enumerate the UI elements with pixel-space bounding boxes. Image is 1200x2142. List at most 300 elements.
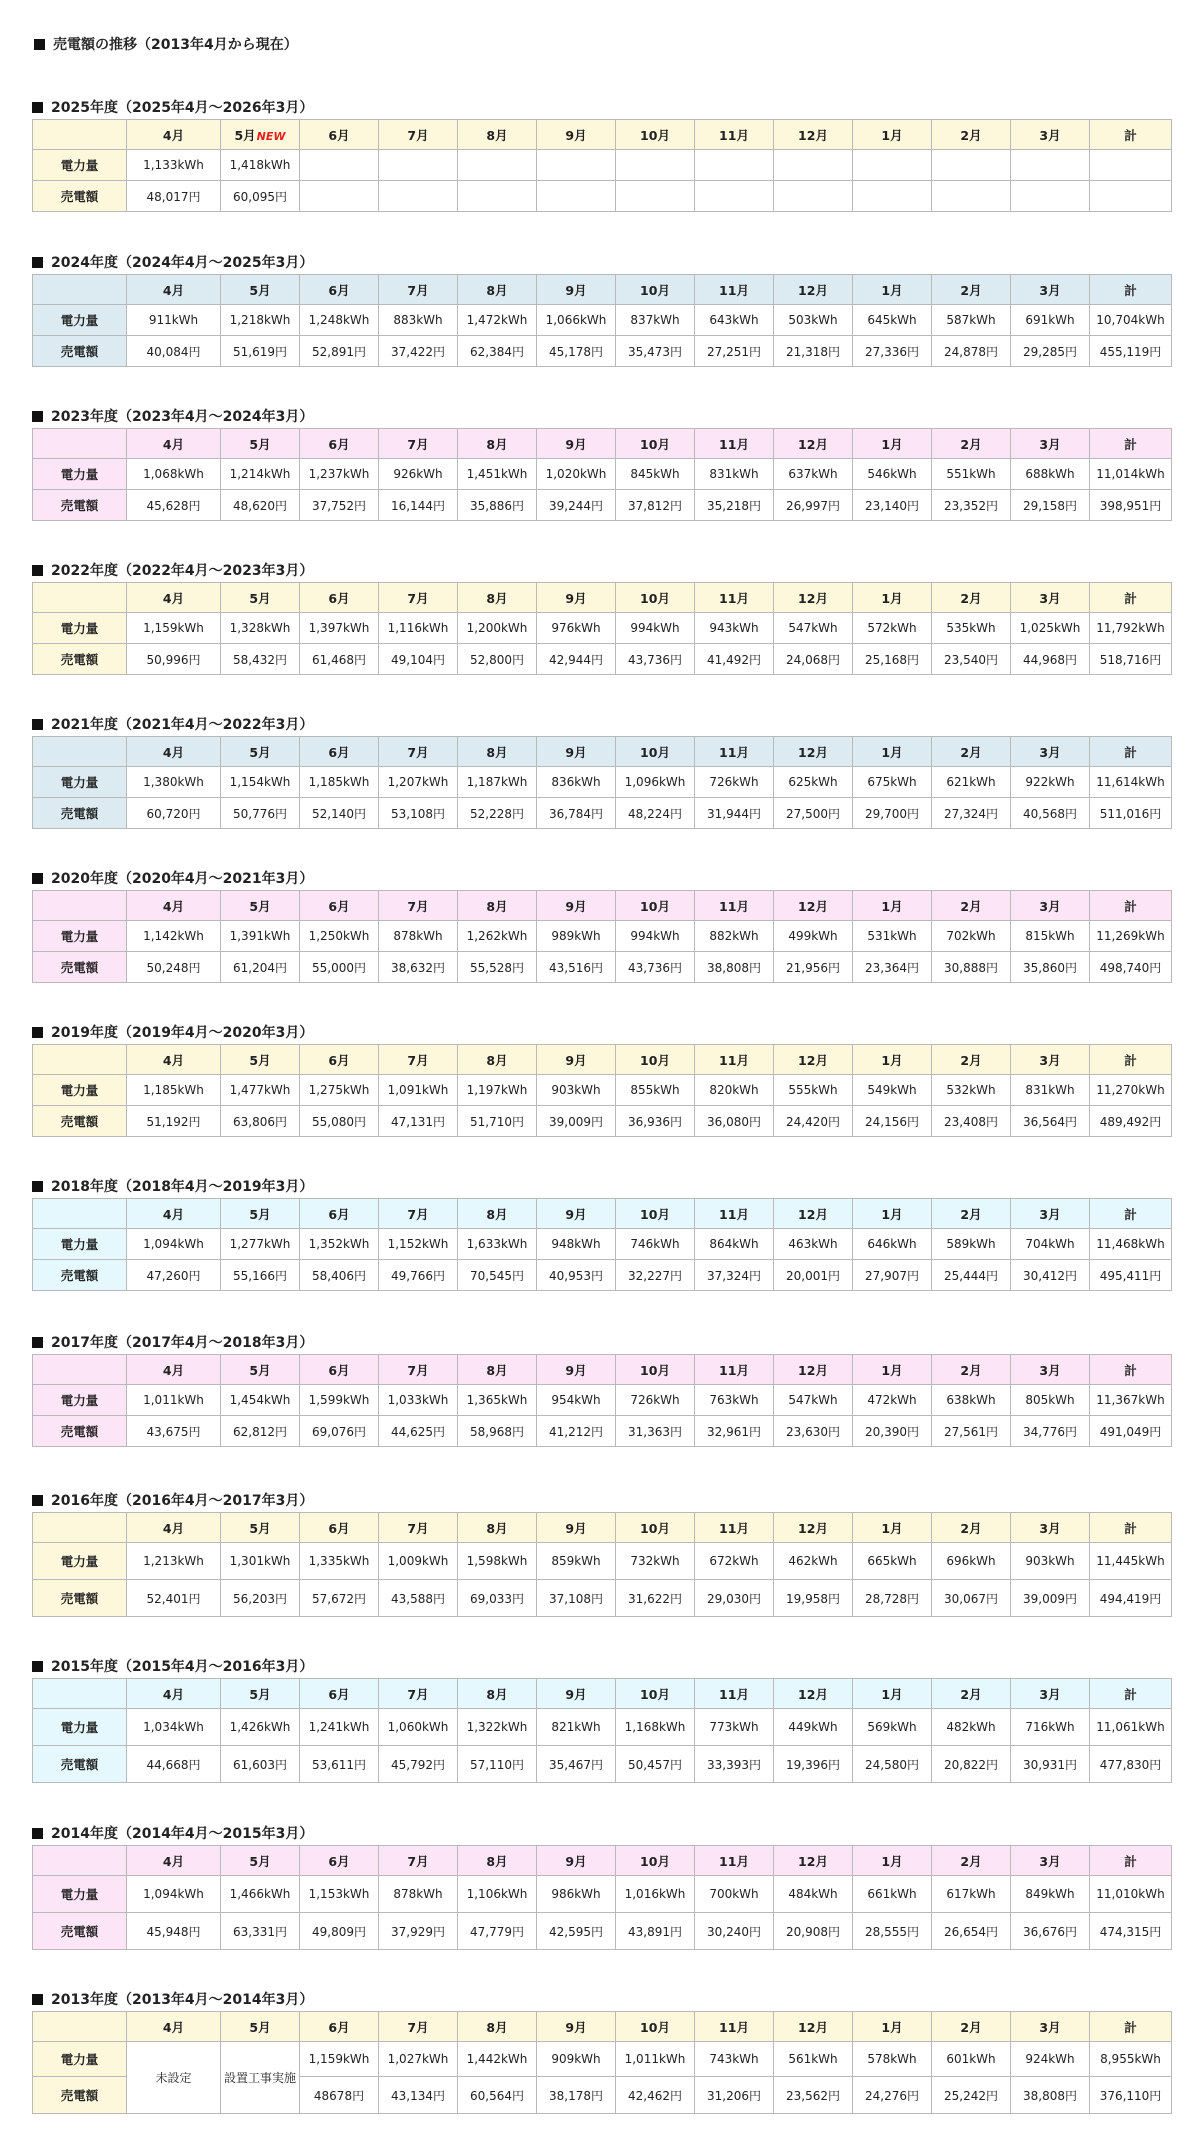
revenue-cell [774,181,853,212]
revenue-cell: 57,110円 [458,1746,537,1783]
energy-cell: 986kWh [537,1876,616,1913]
month-header: 3月 [1011,2012,1090,2042]
month-header: 5月 [221,891,300,921]
square-bullet-icon [32,411,43,422]
revenue-cell: 37,422円 [379,336,458,367]
revenue-row [33,490,1172,521]
month-header: 7月 [379,275,458,305]
revenue-table [32,582,1172,675]
energy-row [33,1543,1172,1580]
energy-cell [1011,150,1090,181]
energy-cell: 625kWh [774,767,853,798]
merged-note-cell: 未設定 [127,2042,221,2114]
month-header: 12月 [774,275,853,305]
energy-label: 電力量 [33,921,127,952]
energy-cell: 1,322kWh [458,1709,537,1746]
energy-cell: 546kWh [853,459,932,490]
month-header: 7月 [379,1513,458,1543]
revenue-cell: 30,888円 [932,952,1011,983]
year-title: 2016年度（2016年4月～2017年3月） [32,1490,1171,1512]
energy-cell: 1,418kWh [221,150,300,181]
energy-cell: 621kWh [932,767,1011,798]
month-header: 4月 [127,1045,221,1075]
corner-cell [33,120,127,150]
revenue-cell [1090,181,1172,212]
month-header: 11月 [695,737,774,767]
revenue-cell: 43,891円 [616,1913,695,1950]
energy-cell: 1,598kWh [458,1543,537,1580]
energy-cell: 845kWh [616,459,695,490]
year-section [32,252,1171,367]
energy-cell: 11,468kWh [1090,1229,1172,1260]
energy-cell: 1,442kWh [458,2042,537,2077]
month-header: 9月 [537,2012,616,2042]
month-header: 12月 [774,1846,853,1876]
energy-cell: 859kWh [537,1543,616,1580]
energy-cell: 11,614kWh [1090,767,1172,798]
month-header: 5月 [221,737,300,767]
energy-cell: 1,168kWh [616,1709,695,1746]
energy-cell: 1,116kWh [379,613,458,644]
year-title: 2014年度（2014年4月～2015年3月） [32,1823,1171,1845]
energy-cell: 1,033kWh [379,1385,458,1416]
energy-cell: 831kWh [1011,1075,1090,1106]
revenue-cell: 35,473円 [616,336,695,367]
energy-cell: 1,218kWh [221,305,300,336]
revenue-cell: 43,134円 [379,2077,458,2114]
energy-cell: 549kWh [853,1075,932,1106]
energy-cell: 11,445kWh [1090,1543,1172,1580]
revenue-cell: 60,720円 [127,798,221,829]
header-row [33,275,1172,305]
energy-cell: 1,335kWh [300,1543,379,1580]
revenue-cell: 27,907円 [853,1260,932,1291]
energy-cell: 1,096kWh [616,767,695,798]
energy-cell: 1,451kWh [458,459,537,490]
revenue-cell: 518,716円 [1090,644,1172,675]
revenue-cell: 474,315円 [1090,1913,1172,1950]
square-bullet-icon [32,257,43,268]
revenue-cell: 51,192円 [127,1106,221,1137]
revenue-label: 売電額 [33,336,127,367]
header-row [33,583,1172,613]
year-title: 2023年度（2023年4月～2024年3月） [32,406,1171,428]
month-header: 7月 [379,1679,458,1709]
month-header: 計 [1090,1355,1172,1385]
energy-cell: 637kWh [774,459,853,490]
month-header: 11月 [695,891,774,921]
energy-cell [774,150,853,181]
year-title: 2021年度（2021年4月～2022年3月） [32,714,1171,736]
revenue-cell: 29,158円 [1011,490,1090,521]
revenue-cell [379,181,458,212]
revenue-cell: 40,084円 [127,336,221,367]
month-header: 6月 [300,275,379,305]
month-header: 10月 [616,429,695,459]
energy-cell: 1,011kWh [127,1385,221,1416]
revenue-cell: 24,878円 [932,336,1011,367]
energy-label: 電力量 [33,1385,127,1416]
revenue-table [32,736,1172,829]
month-header: 3月 [1011,891,1090,921]
revenue-cell: 45,792円 [379,1746,458,1783]
revenue-table [32,1845,1172,1950]
revenue-cell: 53,611円 [300,1746,379,1783]
month-header: 計 [1090,1679,1172,1709]
revenue-cell: 31,622円 [616,1580,695,1617]
revenue-row [33,1416,1172,1447]
revenue-row [33,336,1172,367]
energy-cell: 578kWh [853,2042,932,2077]
revenue-cell: 23,140円 [853,490,932,521]
square-bullet-icon [32,1994,43,2005]
revenue-cell: 44,668円 [127,1746,221,1783]
month-header: 4月 [127,275,221,305]
month-header: 10月 [616,1355,695,1385]
corner-cell [33,1045,127,1075]
energy-cell: 815kWh [1011,921,1090,952]
revenue-cell: 23,562円 [774,2077,853,2114]
month-header: 9月 [537,1679,616,1709]
month-header: 4月 [127,1846,221,1876]
energy-cell: 1,020kWh [537,459,616,490]
energy-cell: 1,034kWh [127,1709,221,1746]
month-header: 5月 [221,1045,300,1075]
revenue-label: 売電額 [33,1580,127,1617]
revenue-cell: 43,588円 [379,1580,458,1617]
year-section [32,1490,1171,1617]
month-header: 2月 [932,275,1011,305]
month-header: 11月 [695,429,774,459]
revenue-cell: 36,676円 [1011,1913,1090,1950]
energy-cell: 1,426kWh [221,1709,300,1746]
energy-cell: 1,248kWh [300,305,379,336]
energy-label: 電力量 [33,2042,127,2077]
month-header: 3月 [1011,429,1090,459]
energy-cell: 1,106kWh [458,1876,537,1913]
energy-cell: 1,094kWh [127,1876,221,1913]
month-header: 計 [1090,1846,1172,1876]
revenue-label: 売電額 [33,490,127,521]
month-header: 9月 [537,737,616,767]
revenue-cell: 38,632円 [379,952,458,983]
revenue-cell: 42,595円 [537,1913,616,1950]
revenue-cell: 491,049円 [1090,1416,1172,1447]
month-header: 9月 [537,1513,616,1543]
month-header: 6月 [300,120,379,150]
energy-cell: 1,027kWh [379,2042,458,2077]
energy-cell: 1,142kWh [127,921,221,952]
energy-cell: 449kWh [774,1709,853,1746]
revenue-cell: 29,030円 [695,1580,774,1617]
revenue-cell: 20,390円 [853,1416,932,1447]
month-header: 1月 [853,891,932,921]
energy-label: 電力量 [33,613,127,644]
energy-cell: 1,159kWh [127,613,221,644]
revenue-cell: 52,140円 [300,798,379,829]
month-header: 2月 [932,891,1011,921]
revenue-label: 売電額 [33,1260,127,1291]
revenue-cell: 60,095円 [221,181,300,212]
year-title: 2013年度（2013年4月～2014年3月） [32,1989,1171,2011]
energy-row [33,767,1172,798]
energy-cell: 903kWh [537,1075,616,1106]
energy-cell: 643kWh [695,305,774,336]
revenue-cell: 42,462円 [616,2077,695,2114]
month-header: 11月 [695,1355,774,1385]
month-header: 2月 [932,1199,1011,1229]
month-header: 5月 [221,1513,300,1543]
energy-cell: 1,066kWh [537,305,616,336]
revenue-table [32,1512,1172,1617]
revenue-cell: 63,331円 [221,1913,300,1950]
month-header: 4月 [127,120,221,150]
energy-row [33,459,1172,490]
revenue-cell: 51,710円 [458,1106,537,1137]
month-header: 10月 [616,2012,695,2042]
revenue-cell [300,181,379,212]
revenue-row [33,644,1172,675]
energy-cell: 1,185kWh [300,767,379,798]
energy-cell: 1,380kWh [127,767,221,798]
revenue-cell: 52,228円 [458,798,537,829]
revenue-cell: 56,203円 [221,1580,300,1617]
revenue-cell: 44,968円 [1011,644,1090,675]
year-title: 2015年度（2015年4月～2016年3月） [32,1656,1171,1678]
revenue-cell: 36,564円 [1011,1106,1090,1137]
square-bullet-icon [32,719,43,730]
revenue-cell: 55,080円 [300,1106,379,1137]
revenue-cell: 47,131円 [379,1106,458,1137]
month-header: 12月 [774,1355,853,1385]
corner-cell [33,429,127,459]
month-header: 6月 [300,1199,379,1229]
energy-cell [300,150,379,181]
energy-cell: 948kWh [537,1229,616,1260]
month-header: 5月 [221,1199,300,1229]
month-header: 6月 [300,2012,379,2042]
revenue-cell: 35,860円 [1011,952,1090,983]
energy-cell: 855kWh [616,1075,695,1106]
energy-row [33,921,1172,952]
month-header: 8月 [458,1846,537,1876]
energy-cell: 943kWh [695,613,774,644]
revenue-cell: 43,736円 [616,644,695,675]
revenue-cell: 42,944円 [537,644,616,675]
energy-cell: 1,241kWh [300,1709,379,1746]
month-header: 6月 [300,1846,379,1876]
energy-cell: 11,269kWh [1090,921,1172,952]
month-header: 10月 [616,737,695,767]
revenue-label: 売電額 [33,1416,127,1447]
energy-cell: 837kWh [616,305,695,336]
energy-cell: 726kWh [695,767,774,798]
month-header: 2月 [932,1045,1011,1075]
revenue-cell: 455,119円 [1090,336,1172,367]
energy-row [33,2042,1172,2077]
header-row [33,1679,1172,1709]
revenue-cell: 37,752円 [300,490,379,521]
revenue-cell: 20,001円 [774,1260,853,1291]
month-header: 10月 [616,583,695,613]
revenue-cell: 60,564円 [458,2077,537,2114]
revenue-cell: 58,406円 [300,1260,379,1291]
energy-cell: 665kWh [853,1543,932,1580]
revenue-cell: 52,891円 [300,336,379,367]
square-bullet-icon [32,873,43,884]
month-header: 1月 [853,1513,932,1543]
month-header: 5月 [221,1846,300,1876]
revenue-cell: 53,108円 [379,798,458,829]
revenue-label: 売電額 [33,644,127,675]
revenue-cell: 51,619円 [221,336,300,367]
revenue-table [32,428,1172,521]
revenue-cell: 489,492円 [1090,1106,1172,1137]
revenue-label: 売電額 [33,798,127,829]
revenue-cell: 36,080円 [695,1106,774,1137]
energy-cell: 883kWh [379,305,458,336]
revenue-row [33,1106,1172,1137]
month-header: 4月 [127,1355,221,1385]
revenue-label: 売電額 [33,1106,127,1137]
energy-cell: 1,397kWh [300,613,379,644]
revenue-cell [458,181,537,212]
corner-cell [33,1846,127,1876]
month-header: 計 [1090,120,1172,150]
month-header: 12月 [774,120,853,150]
month-header: 9月 [537,891,616,921]
energy-label: 電力量 [33,150,127,181]
month-header: 3月 [1011,1355,1090,1385]
revenue-cell: 45,628円 [127,490,221,521]
revenue-cell: 58,432円 [221,644,300,675]
month-header: 7月 [379,1846,458,1876]
energy-cell: 831kWh [695,459,774,490]
revenue-label: 売電額 [33,181,127,212]
year-title: 2024年度（2024年4月～2025年3月） [32,252,1171,274]
energy-cell: 484kWh [774,1876,853,1913]
month-header: 5月 [221,583,300,613]
revenue-cell: 37,324円 [695,1260,774,1291]
month-header: 11月 [695,275,774,305]
revenue-cell: 21,956円 [774,952,853,983]
revenue-cell: 48,620円 [221,490,300,521]
year-section [32,1656,1171,1783]
revenue-cell: 62,384円 [458,336,537,367]
month-header: 7月 [379,891,458,921]
corner-cell [33,1199,127,1229]
energy-cell: 672kWh [695,1543,774,1580]
revenue-cell: 40,953円 [537,1260,616,1291]
year-section [32,406,1171,521]
month-header: 9月 [537,1199,616,1229]
month-header: 3月 [1011,583,1090,613]
month-header: 1月 [853,583,932,613]
energy-cell: 1,197kWh [458,1075,537,1106]
revenue-cell: 61,603円 [221,1746,300,1783]
revenue-cell: 498,740円 [1090,952,1172,983]
square-bullet-icon [32,1495,43,1506]
revenue-cell: 50,776円 [221,798,300,829]
square-bullet-icon [32,102,43,113]
revenue-cell: 52,401円 [127,1580,221,1617]
month-header: 12月 [774,737,853,767]
month-header: 11月 [695,1045,774,1075]
energy-cell: 547kWh [774,1385,853,1416]
header-row [33,1045,1172,1075]
corner-cell [33,2012,127,2042]
revenue-cell: 38,808円 [695,952,774,983]
revenue-label: 売電額 [33,2077,127,2114]
energy-cell: 836kWh [537,767,616,798]
energy-cell: 11,061kWh [1090,1709,1172,1746]
month-header: 5月 [221,1679,300,1709]
header-row [33,1355,1172,1385]
revenue-label: 売電額 [33,1746,127,1783]
revenue-cell: 24,580円 [853,1746,932,1783]
month-header: 9月 [537,583,616,613]
energy-cell: 1,094kWh [127,1229,221,1260]
revenue-row [33,1260,1172,1291]
energy-cell: 587kWh [932,305,1011,336]
month-header: 3月 [1011,120,1090,150]
corner-cell [33,275,127,305]
energy-cell: 8,955kWh [1090,2042,1172,2077]
energy-cell: 1,011kWh [616,2042,695,2077]
month-header: 4月 [127,583,221,613]
corner-cell [33,1513,127,1543]
energy-cell: 638kWh [932,1385,1011,1416]
energy-cell [853,150,932,181]
revenue-cell: 48,017円 [127,181,221,212]
month-header: 12月 [774,2012,853,2042]
month-header: 12月 [774,1513,853,1543]
year-section [32,868,1171,983]
month-header: 1月 [853,1199,932,1229]
revenue-row [33,1913,1172,1950]
energy-cell: 911kWh [127,305,221,336]
revenue-cell: 26,654円 [932,1913,1011,1950]
month-header: 10月 [616,1679,695,1709]
month-header: 12月 [774,1199,853,1229]
month-header: 2月 [932,1355,1011,1385]
revenue-table [32,1354,1172,1447]
revenue-cell: 45,178円 [537,336,616,367]
month-header: 11月 [695,120,774,150]
revenue-cell: 30,412円 [1011,1260,1090,1291]
energy-label: 電力量 [33,1075,127,1106]
revenue-cell: 20,822円 [932,1746,1011,1783]
month-header: 2月 [932,120,1011,150]
month-header: 10月 [616,1045,695,1075]
revenue-cell: 19,958円 [774,1580,853,1617]
revenue-cell: 23,540円 [932,644,1011,675]
energy-cell: 1,025kWh [1011,613,1090,644]
energy-cell: 572kWh [853,613,932,644]
revenue-cell: 61,468円 [300,644,379,675]
energy-cell: 11,792kWh [1090,613,1172,644]
revenue-cell: 47,779円 [458,1913,537,1950]
revenue-cell: 69,076円 [300,1416,379,1447]
energy-label: 電力量 [33,1876,127,1913]
energy-cell: 462kWh [774,1543,853,1580]
energy-cell [458,150,537,181]
energy-cell: 864kWh [695,1229,774,1260]
energy-cell: 976kWh [537,613,616,644]
month-header: 計 [1090,1513,1172,1543]
energy-cell: 1,213kWh [127,1543,221,1580]
energy-cell: 763kWh [695,1385,774,1416]
